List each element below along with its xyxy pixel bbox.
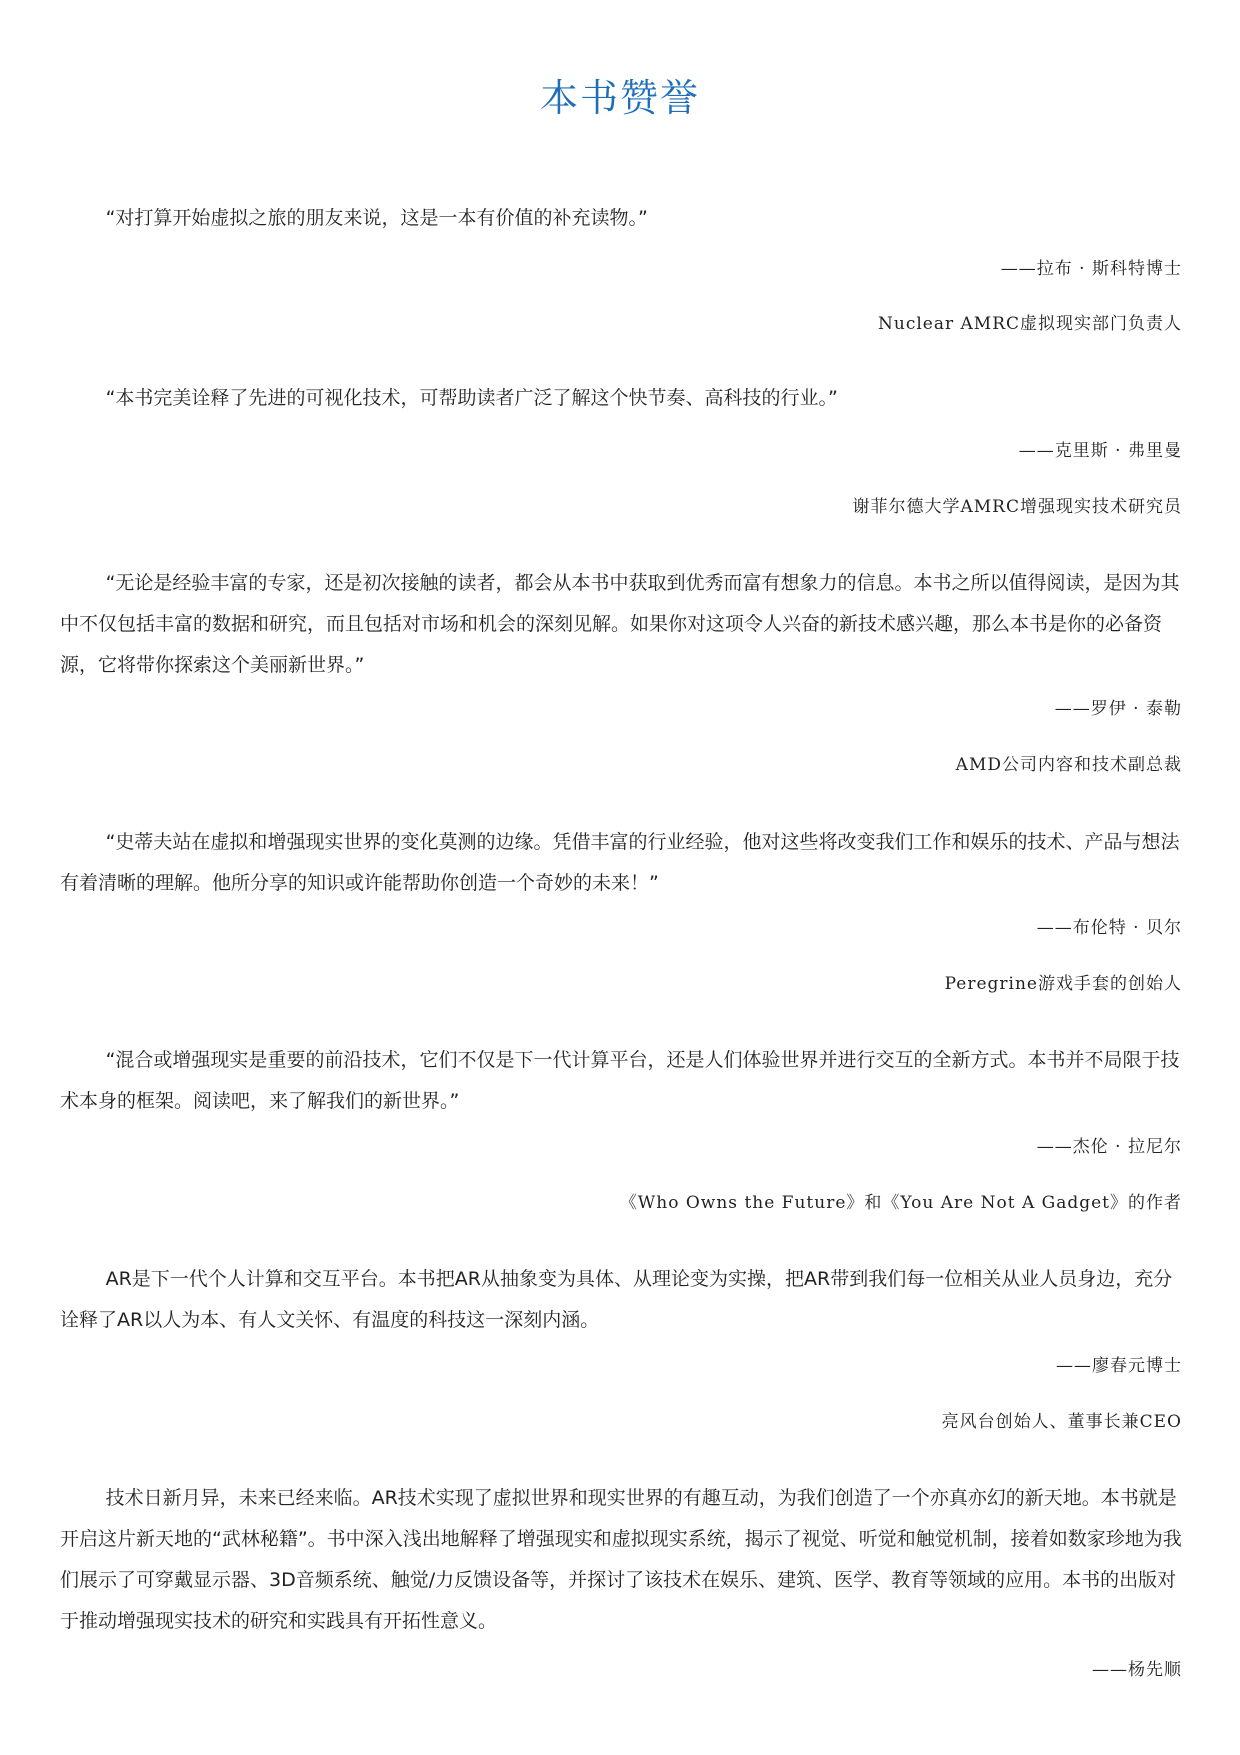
endorser-role: Peregrine游戏手套的创始人: [944, 974, 1182, 994]
endorser-role: AMD公司内容和技术副总裁: [955, 755, 1182, 775]
endorsement-paragraph: AR是下一代个人计算和交互平台。本书把AR从抽象变为具体、从理论变为实操，把AR带到我们每一位相关从业人员身边，充分诠释了AR以人为本、有人文关怀、有温度的科技这一深刻内涵。: [60, 1268, 1173, 1331]
endorsement-quote: “无论是经验丰富的专家，还是初次接触的读者，都会从本书中获取到优秀而富有想象力的信息。本书之所以值得阅读，是因为其中不仅包括丰富的数据和研究，而且包括对市场和机会的深刻见解。如果你对这项令人兴奋的新技术感兴趣，那么本书是你的必备资源，它将带你探索这个美丽新世界。”: [60, 572, 1180, 676]
endorser-name: ——克里斯 · 弗里曼: [1018, 441, 1182, 461]
endorsement-paragraph: 技术日新月异，未来已经来临。AR技术实现了虚拟世界和现实世界的有趣互动，为我们创造了一个亦真亦幻的新天地。本书就是开启这片新天地的“武林秘籍”。书中深入浅出地解释了增强现实和虚拟现实系统，揭示了视觉、听觉和触觉机制，接着如数家珍地为我们展示了可穿戴显示器、3D音频系统、触觉/力反馈设备等，并探讨了该技术在娱乐、建筑、医学、教育等领域的应用。本书的出版对于推动增强现实技术的研究和实践具有开拓性意义。: [60, 1487, 1182, 1632]
endorser-name: ——廖春元博士: [1056, 1356, 1182, 1376]
endorser-name: ——布伦特 · 贝尔: [1036, 918, 1182, 938]
endorsement-quote: “本书完美诠释了先进的可视化技术，可帮助读者广泛了解这个快节奏、高科技的行业。”: [105, 387, 838, 409]
endorser-name: ——杨先顺: [1092, 1660, 1182, 1680]
endorser-name: ——杰伦 · 拉尼尔: [1036, 1137, 1182, 1157]
endorsement-quote: “史蒂夫站在虚拟和增强现实世界的变化莫测的边缘。凭借丰富的行业经验，他对这些将改变我们工作和娱乐的技术、产品与想法有着清晰的理解。他所分享的知识或许能帮助你创造一个奇妙的未来！”: [60, 831, 1180, 894]
endorser-role: 谢菲尔德大学AMRC增强现实技术研究员: [852, 497, 1182, 517]
endorsement-quote: “混合或增强现实是重要的前沿技术，它们不仅是下一代计算平台，还是人们体验世界并进行交互的全新方式。本书并不局限于技术本身的框架。阅读吧，来了解我们的新世界。”: [60, 1049, 1180, 1112]
endorser-name: ——罗伊 · 泰勒: [1054, 699, 1182, 719]
endorser-name: ——拉布 · 斯科特博士: [1000, 259, 1182, 279]
endorser-role: Nuclear AMRC虚拟现实部门负责人: [878, 314, 1182, 334]
endorser-role: 亮风台创始人、董事长兼CEO: [941, 1412, 1182, 1432]
endorsement-quote: “对打算开始虚拟之旅的朋友来说，这是一本有价值的补充读物。”: [105, 207, 648, 229]
page-title: 本书赞誉: [539, 76, 700, 120]
endorser-role: 《Who Owns the Future》和《You Are Not A Gadget》的作者: [619, 1193, 1182, 1213]
